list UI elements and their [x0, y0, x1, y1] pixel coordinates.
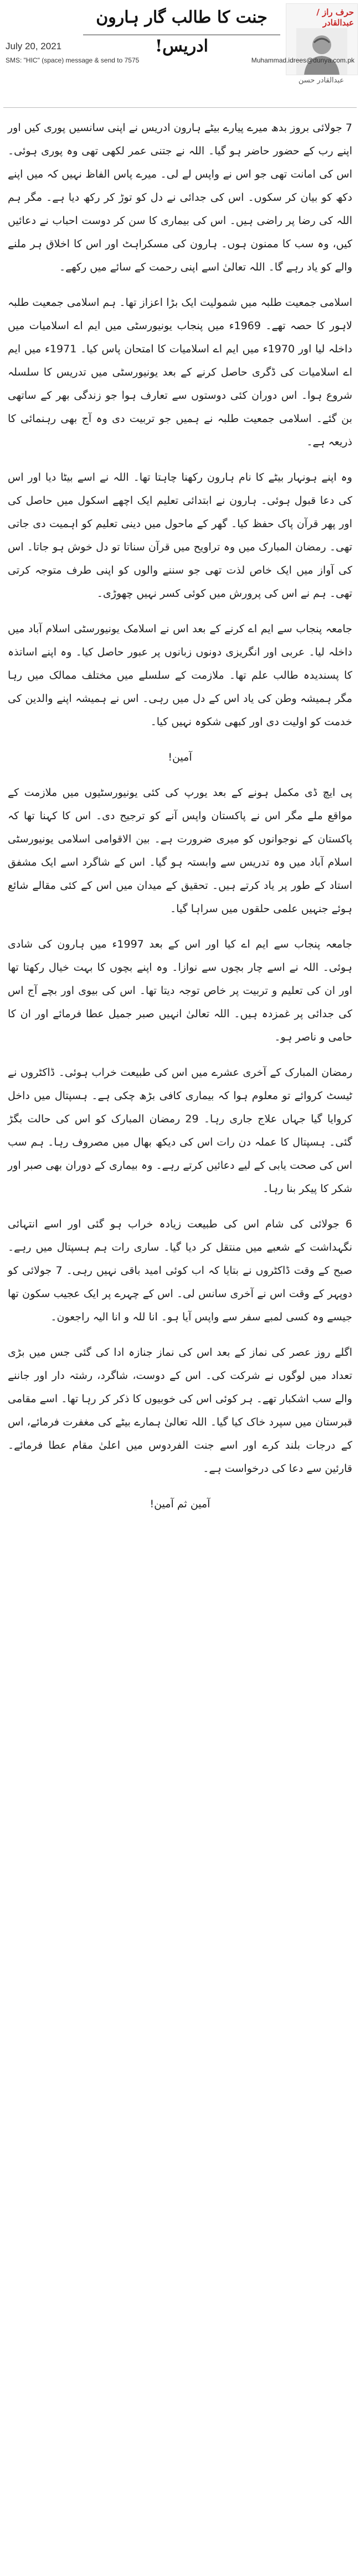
closing-line: آمین ثم آمین! — [150, 1498, 210, 1510]
sms-instruction: SMS: "HIC" (space) message & send to 7575 — [6, 56, 140, 64]
contact-line — [6, 56, 354, 64]
paragraph: 7 جولائی بروز بدھ میرے پیارے بیٹے ہارون ادریس نے اپنی سانسیں پوری کیں اور اپنے رب کے حضور حاضر ہو گیا۔ اللہ نے جتنی عمر لکھی تھی وہ پوری ہوئی۔ اس کی امانت تھی جو اس نے واپس لے لی۔ میرے پاس الفاظ نہیں کہ میں اپنے دکھ کو بیان کر سکوں۔ اس کی جدائی نے دل کو توڑ کر رکھ دیا ہے۔ مگر ہم اللہ کی رضا پر راضی ہیں۔ اس کی بیماری کا سن کر دوست احباب نے دعائیں کیں، وہ سب کا ممنون ہوں۔ ہارون کی مسکراہٹ اور اس کا اخلاق ہر ملنے والے کو یاد رہے گا۔ اللہ تعالیٰ اسے اپنی رحمت کے سائے میں رکھے۔ — [8, 122, 352, 273]
article-body — [8, 116, 352, 1528]
paragraph: 6 جولائی کی شام اس کی طبیعت زیادہ خراب ہو گئی اور اسے انتہائی نگہداشت کے شعبے میں منتقل کر دیا گیا۔ ساری رات ہم ہسپتال میں رہے۔ صبح کے وقت ڈاکٹروں نے بتایا کہ اب کوئی امید باقی نہیں رہی۔ 7 جولائی کو دوپہر کے وقت اس نے آخری سانس لی۔ اس کے چہرے پر ایک عجیب سکون تھا جیسے وہ کسی لمبے سفر سے واپس آیا ہو۔ انا للہ و انا الیہ راجعون۔ — [8, 1218, 352, 1323]
author-name: عبدالقادر حسن — [298, 76, 344, 85]
title-divider — [83, 34, 280, 35]
paragraph: رمضان المبارک کے آخری عشرے میں اس کی طبیعت خراب ہوئی۔ ڈاکٹروں نے ٹیسٹ کروائے تو معلوم ہوا کہ بیماری کافی بڑھ چکی ہے۔ ہسپتال میں داخل کروایا گیا جہاں علاج جاری رہا۔ 29 رمضان المبارک کو اس کی حالت بگڑ گئی۔ ہسپتال کا عملہ دن رات اس کی دیکھ بھال میں مصروف رہا۔ ہم سب اس کی صحت یابی کے لیے دعائیں کرتے رہے۔ وہ بیماری کے دوران بھی صبر اور شکر کا پیکر بنا رہا۔ — [8, 1066, 352, 1195]
paragraph: آمین! — [168, 751, 192, 763]
paragraph: جامعہ پنجاب سے ایم اے کیا اور اس کے بعد 1997ء میں ہارون کی شادی ہوئی۔ اللہ نے اسے چار بچوں سے نوازا۔ وہ اپنے بچوں کا بہت خیال رکھتا تھا اور ان کی تعلیم و تربیت پر خاص توجہ دیتا تھا۔ اس کی بیوی اور بچے آج اس کی جدائی پر غمزدہ ہیں۔ اللہ تعالیٰ انہیں صبر جمیل عطا فرمائے اور ان کا حامی و ناصر ہو۔ — [8, 938, 352, 1043]
author-email[interactable]: Muhammad.idrees@dunya.com.pk — [251, 56, 354, 64]
header-divider — [3, 107, 357, 108]
publish-date: July 20, 2021 — [6, 41, 62, 51]
author-portrait — [296, 28, 347, 75]
paragraph: اگلے روز عصر کی نماز کے بعد اس کی نماز جنازہ ادا کی گئی جس میں بڑی تعداد میں لوگوں نے شرکت کی۔ اس کے دوست، شاگرد، رشتہ دار اور جاننے والے سب اشکبار تھے۔ ہر کوئی اس کی خوبیوں کا ذکر کر رہا تھا۔ اسے مقامی قبرستان میں سپرد خاک کیا گیا۔ اللہ تعالیٰ ہمارے بیٹے کی مغفرت فرمائے، اس کے درجات بلند کرے اور اسے جنت الفردوس میں اعلیٰ مقام عطا فرمائے۔ قارئین سے دعا کی درخواست ہے۔ — [8, 1346, 352, 1475]
column-logo: حرف راز / عبدالقادر — [316, 7, 354, 28]
paragraph: جامعہ پنجاب سے ایم اے کرنے کے بعد اس نے اسلامک یونیورسٹی اسلام آباد میں داخلہ لیا۔ عربی اور انگریزی دونوں زبانوں پر عبور حاصل کیا۔ وہ اپنے اساتذہ کا پسندیدہ طالب علم تھا۔ ملازمت کے سلسلے میں مختلف ممالک میں رہا مگر ہمیشہ وطن کی یاد اس کے دل میں رہی۔ اس نے ہمیشہ اپنے والدین کی خدمت کو اولیت دی اور کبھی شکوہ نہیں کیا۔ — [8, 623, 352, 728]
column-header — [0, 0, 360, 108]
columnist-card — [286, 3, 358, 75]
paragraph: پی ایچ ڈی مکمل ہونے کے بعد یورپ کی کئی یونیورسٹیوں میں ملازمت کے مواقع ملے مگر اس نے پاکستان واپس آنے کو ترجیح دی۔ اس کا کہنا تھا کہ پاکستان کے نوجوانوں کو میری ضرورت ہے۔ بین الاقوامی اسلامی یونیورسٹی اسلام آباد میں وہ تدریس سے وابستہ ہو گیا۔ اس کے شاگرد اسے ایک مشفق استاد کے طور پر یاد کرتے ہیں۔ تحقیق کے میدان میں اس کے کئی مقالے شائع ہوئے جنہیں علمی حلقوں میں سراہا گیا۔ — [8, 787, 352, 915]
paragraph: وہ اپنے ہونہار بیٹے کا نام ہارون رکھنا چاہتا تھا۔ اللہ نے اسے بیٹا دیا اور اس کی دعا قبول ہوئی۔ ہارون نے ابتدائی تعلیم ایک اچھے اسکول میں حاصل کی اور پھر قرآن پاک حفظ کیا۔ گھر کے ماحول میں دینی تعلیم کو اہمیت دی جاتی تھی۔ رمضان المبارک میں وہ تراویح میں قرآن سناتا تو دل خوش ہو جاتا۔ اس کی آواز میں ایک خاص لذت تھی جو سننے والوں کو اپنی طرف متوجہ کرتی تھی۔ ہم نے اس کی پرورش میں کوئی کسر نہیں چھوڑی۔ — [8, 471, 352, 600]
paragraph: اسلامی جمعیت طلبہ میں شمولیت ایک بڑا اعزاز تھا۔ ہم اسلامی جمعیت طلبہ لاہور کا حصہ تھے۔ 1969ء میں پنجاب یونیورسٹی میں ایم اے اسلامیات میں داخلہ لیا اور 1970ء میں ایم اے اسلامیات کا امتحان پاس کیا۔ 1971ء میں ایم اے اسلامیات کی ڈگری حاصل کرنے کے بعد یونیورسٹی میں تدریس کا سلسلہ شروع ہوا۔ اس دوران کئی دوستوں سے تعارف ہوا جو زندگی بھر کے ساتھی بن گئے۔ اسلامی جمعیت طلبہ نے ہمیں جو تربیت دی وہ آج بھی رہنمائی کا ذریعہ ہے۔ — [8, 296, 353, 448]
article-title: جنت کا طالب گار ہارون ادریس! — [96, 8, 268, 56]
